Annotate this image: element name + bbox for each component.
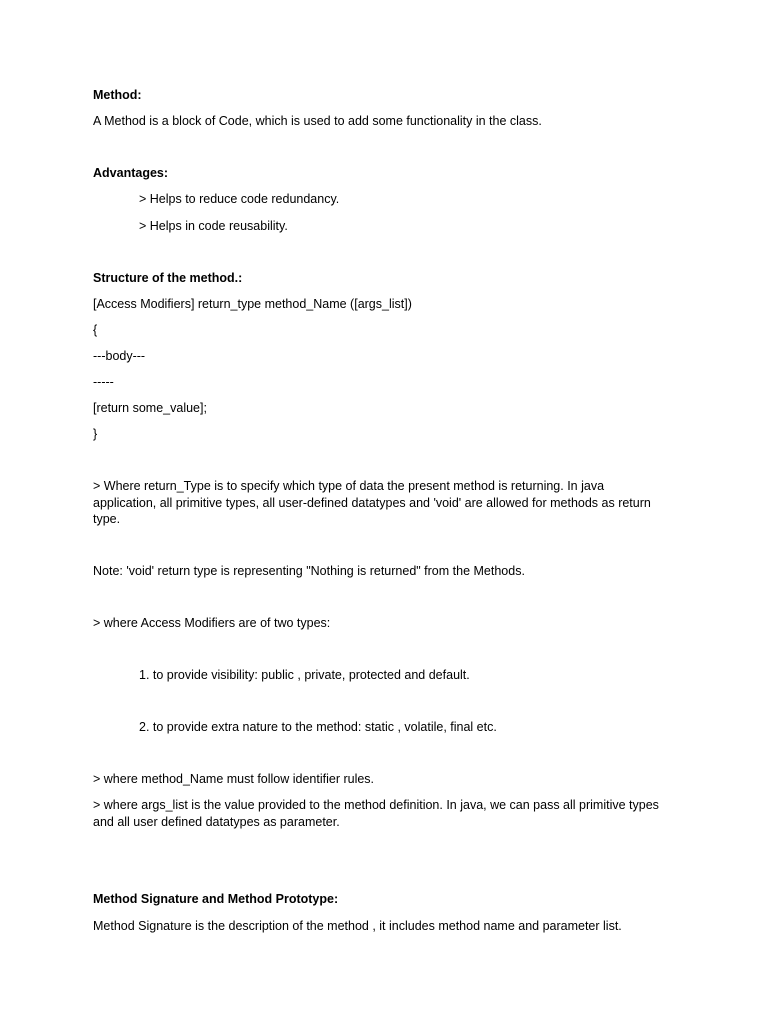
structure-line: -----	[93, 375, 114, 389]
advantage-item: > Helps in code reusability.	[139, 219, 288, 233]
structure-line: [Access Modifiers] return_type method_Name ([args_list])	[93, 297, 412, 311]
return-type-paragraph: > Where return_Type is to specify which type of data the present method is returning. In java application, all primitive types, all user-defined datatypes and 'void' are allowed for methods as return type.	[93, 479, 651, 526]
advantage-item: > Helps to reduce code redundancy.	[139, 192, 340, 206]
args-list-paragraph: > where args_list is the value provided to the method definition. In java, we can pass all primitive types and all user defined datatypes as parameter.	[93, 798, 659, 829]
method-name-rule: > where method_Name must follow identifier rules.	[93, 772, 375, 786]
access-modifier-type: 2. to provide extra nature to the method: static , volatile, final etc.	[139, 720, 497, 734]
void-note: Note: 'void' return type is representing "Nothing is returned" from the Methods.	[93, 564, 525, 578]
structure-line: ---body---	[93, 349, 146, 363]
structure-line: {	[93, 323, 98, 337]
structure-line: }	[93, 427, 98, 441]
signature-definition: Method Signature is the description of the method , it includes method name and parameter list.	[93, 919, 622, 933]
advantages-heading: Advantages:	[93, 166, 169, 180]
method-heading: Method:	[93, 88, 142, 102]
access-modifier-type: 1. to provide visibility: public , private, protected and default.	[139, 668, 470, 682]
signature-heading: Method Signature and Method Prototype:	[93, 892, 339, 906]
method-definition: A Method is a block of Code, which is used to add some functionality in the class.	[93, 114, 542, 128]
structure-heading: Structure of the method.:	[93, 271, 243, 285]
structure-line: [return some_value];	[93, 401, 207, 415]
access-modifiers-intro: > where Access Modifiers are of two types:	[93, 616, 331, 630]
